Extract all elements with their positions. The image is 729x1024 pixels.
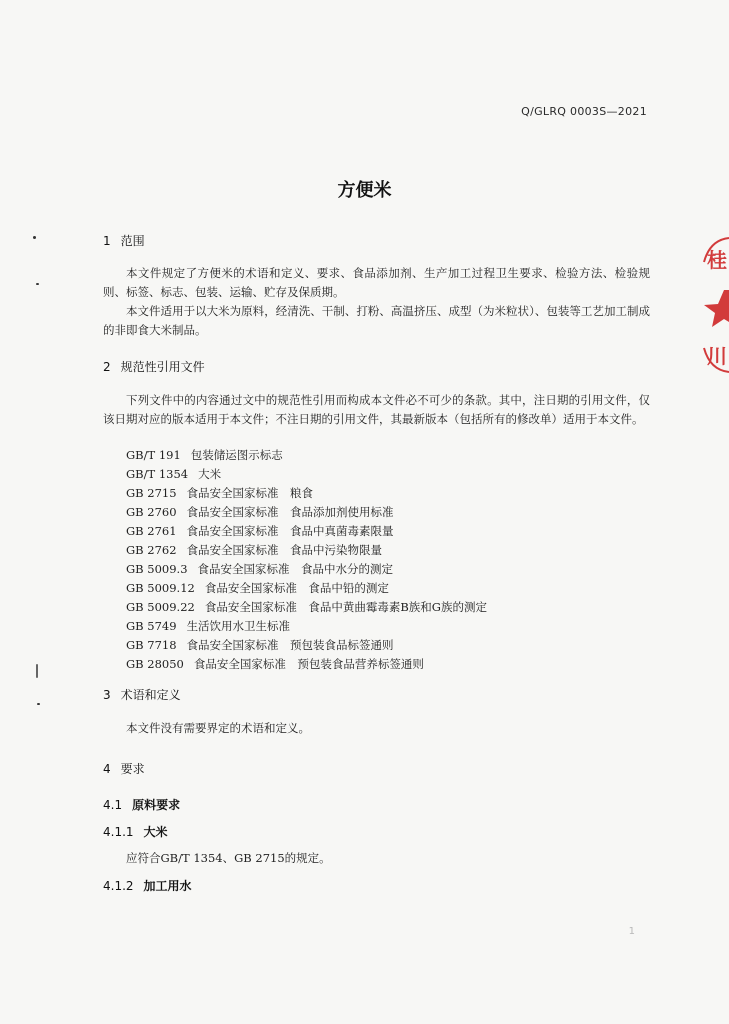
section-label: 规范性引用文件: [120, 360, 205, 374]
reference-item: [126, 446, 487, 465]
section-label: 范围: [120, 234, 145, 248]
section-number: 2: [103, 360, 111, 374]
references-intro-paragraph: 下列文件中的内容通过文中的规范性引用而构成本文件必不可少的条款。其中，注日期的引用文件，仅该日期对应的版本适用于本文件；不注日期的引用文件，其最新版本（包括所有的修改单）适用于本文件。: [103, 393, 650, 426]
terms-paragraph: 本文件没有需要界定的术语和定义。: [126, 721, 310, 735]
reference-code: GB 2761: [126, 524, 177, 538]
reference-code: GB 28050: [126, 657, 184, 671]
section-label: 要求: [120, 762, 145, 776]
reference-item: [126, 598, 487, 617]
section-number: 4.1.1: [103, 825, 134, 839]
section-label: 术语和定义: [120, 688, 181, 702]
reference-code: GB/T 191: [126, 448, 181, 462]
scan-speck: [37, 703, 40, 705]
section-1-heading: [103, 232, 145, 249]
section-label: 加工用水: [143, 879, 192, 893]
reference-title: 生活饮用水卫生标准: [186, 619, 291, 633]
rice-requirement-paragraph: 应符合GB/T 1354、GB 2715的规定。: [126, 851, 331, 865]
reference-title: 食品安全国家标准 粮食: [186, 486, 314, 500]
reference-code: GB 2760: [126, 505, 177, 519]
reference-title: 食品安全国家标准 食品中真菌毒素限量: [186, 524, 394, 538]
document-title: 方便米: [337, 180, 392, 201]
section-4-heading: [103, 760, 145, 777]
page-number: 1: [628, 926, 635, 937]
scan-speck: [36, 283, 39, 285]
reference-title: 食品安全国家标准 食品中水分的测定: [197, 562, 394, 576]
reference-code: GB 5749: [126, 619, 177, 633]
section-number: 4: [103, 762, 111, 776]
section-4-1-heading: [103, 796, 180, 813]
reference-item: [126, 636, 487, 655]
reference-item: [126, 579, 487, 598]
section-label: 大米: [143, 825, 168, 839]
reference-code: GB/T 1354: [126, 467, 189, 481]
reference-title: 大米: [198, 467, 222, 481]
reference-item: [126, 503, 487, 522]
section-4-1-1-heading: [103, 823, 168, 840]
section-number: 1: [103, 234, 111, 248]
reference-code: GB 7718: [126, 638, 177, 652]
reference-item: [126, 541, 487, 560]
scope-paragraph-1: 本文件规定了方便米的术语和定义、要求、食品添加剂、生产加工过程卫生要求、检验方法、检验规则、标签、标志、包装、运输、贮存及保质期。: [103, 266, 650, 299]
reference-title: 食品安全国家标准 食品中铅的测定: [204, 581, 389, 595]
reference-code: GB 5009.22: [126, 600, 195, 614]
reference-item: [126, 484, 487, 503]
reference-item: [126, 522, 487, 541]
reference-title: 食品安全国家标准 食品中黄曲霉毒素B族和G族的测定: [204, 600, 487, 614]
section-3-heading: [103, 686, 181, 703]
scan-speck: [33, 236, 36, 239]
section-number: 3: [103, 688, 111, 702]
section-number: 4.1: [103, 798, 123, 812]
reference-code: GB 5009.12: [126, 581, 195, 595]
reference-title: 食品安全国家标准 预包装食品标签通则: [186, 638, 394, 652]
scan-speck: [36, 664, 38, 678]
reference-item: [126, 560, 487, 579]
reference-title: 食品安全国家标准 食品中污染物限量: [186, 543, 383, 557]
document-code: Q/GLRQ 0003S—2021: [521, 105, 647, 118]
section-4-1-2-heading: [103, 877, 192, 894]
scope-paragraph-2: 本文件适用于以大米为原料，经清洗、干制、打粉、高温挤压、成型（为米粒状）、包装等工艺加工制成的非即食大米制品。: [103, 304, 650, 337]
reference-item: [126, 465, 487, 484]
seal-char: 川: [707, 344, 727, 368]
red-seal-stamp: [700, 232, 729, 377]
section-number: 4.1.2: [103, 879, 134, 893]
section-label: 原料要求: [132, 798, 181, 812]
reference-item: [126, 617, 487, 636]
reference-title: 包装储运图示标志: [190, 448, 283, 462]
reference-code: GB 2715: [126, 486, 177, 500]
reference-code: GB 5009.3: [126, 562, 188, 576]
reference-title: 食品安全国家标准 预包装食品营养标签通则: [193, 657, 424, 671]
reference-title: 食品安全国家标准 食品添加剂使用标准: [186, 505, 394, 519]
normative-reference-list: [126, 446, 487, 674]
reference-code: GB 2762: [126, 543, 177, 557]
section-2-heading: [103, 358, 205, 375]
seal-char: 桂: [707, 248, 727, 272]
seal-star-icon: [704, 290, 729, 327]
reference-item: [126, 655, 487, 674]
